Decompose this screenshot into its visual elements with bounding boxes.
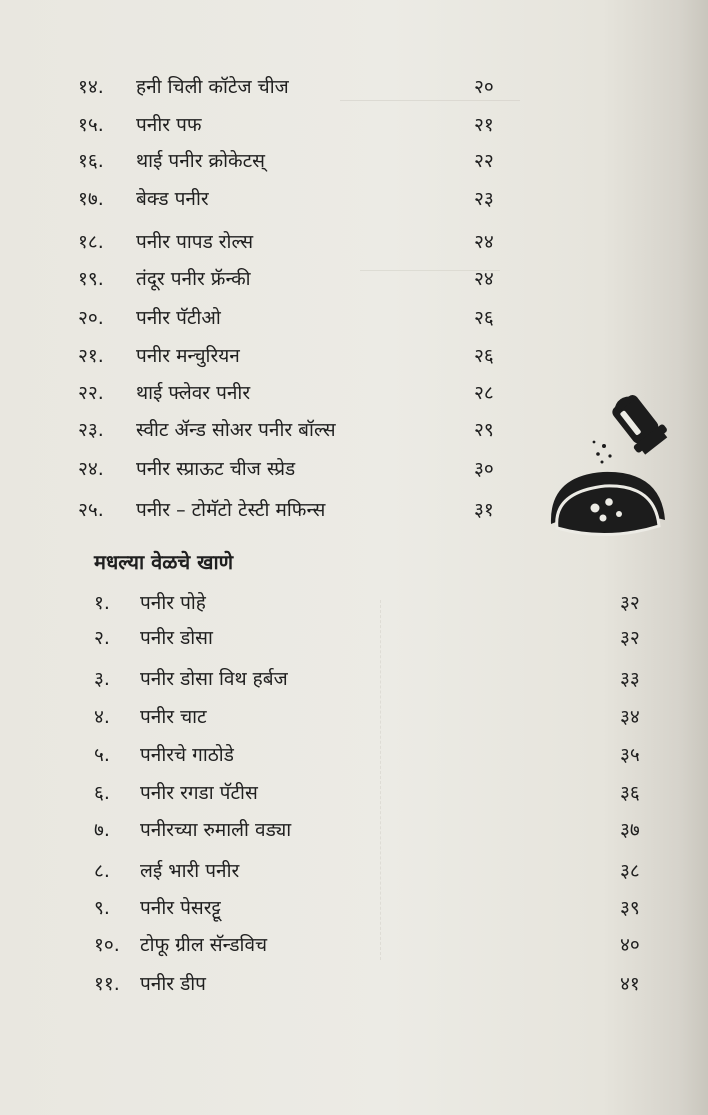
- taco-icon: [543, 462, 671, 550]
- toc-row[interactable]: [94, 778, 654, 808]
- item-page: ४०: [620, 934, 640, 956]
- item-title: स्वीट ॲन्ड सोअर पनीर बॉल्स: [136, 419, 336, 441]
- item-number: १४.: [78, 76, 104, 98]
- item-title: पनीर चाट: [140, 706, 207, 728]
- item-number: ७.: [94, 819, 110, 841]
- toc-row[interactable]: [78, 184, 508, 214]
- toc-row[interactable]: [94, 588, 654, 618]
- toc-row[interactable]: [78, 72, 508, 102]
- item-page: २९: [474, 419, 494, 441]
- item-page: ३३: [620, 668, 640, 690]
- item-page: ३२: [620, 627, 640, 649]
- item-title: पनीर डोसा: [140, 627, 213, 649]
- item-number: २३.: [78, 419, 104, 441]
- item-page: ३०: [474, 458, 494, 480]
- item-page: २६: [474, 345, 494, 367]
- toc-row[interactable]: [78, 495, 508, 525]
- item-number: १५.: [78, 114, 104, 136]
- toc-row[interactable]: [94, 664, 654, 694]
- item-title: हनी चिली कॉटेज चीज: [136, 76, 289, 98]
- item-page: ३२: [620, 592, 640, 614]
- item-title: लई भारी पनीर: [140, 860, 240, 882]
- item-number: ६.: [94, 782, 110, 804]
- item-title: टोफू ग्रील सॅन्डविच: [140, 934, 268, 956]
- item-title: पनीर पोहे: [140, 592, 206, 614]
- item-number: २०.: [78, 307, 104, 329]
- toc-row[interactable]: [94, 815, 654, 845]
- item-page: २१: [474, 114, 494, 136]
- toc-row[interactable]: [94, 969, 654, 999]
- toc-row[interactable]: [94, 623, 654, 653]
- item-number: २५.: [78, 499, 104, 521]
- item-page: २६: [474, 307, 494, 329]
- item-title: पनीर डोसा विथ हर्बज: [140, 668, 288, 690]
- toc-row[interactable]: [78, 378, 508, 408]
- item-page: ३९: [620, 897, 640, 919]
- item-number: १०.: [94, 934, 120, 956]
- item-number: ५.: [94, 744, 110, 766]
- section-heading: मधल्या वेळचे खाणे: [94, 550, 234, 574]
- item-number: १.: [94, 592, 110, 614]
- item-number: २२.: [78, 382, 104, 404]
- toc-row[interactable]: [78, 227, 508, 257]
- toc-row[interactable]: [94, 930, 654, 960]
- item-page: २४: [474, 268, 494, 290]
- salt-shaker-icon: [590, 384, 682, 466]
- item-number: १७.: [78, 188, 104, 210]
- item-number: ३.: [94, 668, 110, 690]
- item-number: ८.: [94, 860, 110, 882]
- item-title: पनीर स्प्राऊट चीज स्प्रेड: [136, 458, 296, 480]
- item-page: ४१: [620, 973, 640, 995]
- toc-row[interactable]: [78, 146, 508, 176]
- toc-row[interactable]: [78, 454, 508, 484]
- item-page: ३४: [620, 706, 640, 728]
- item-page: ३७: [620, 819, 640, 841]
- item-number: २१.: [78, 345, 104, 367]
- item-title: पनीरचे गाठोडे: [140, 744, 234, 766]
- item-title: पनीर पापड रोल्स: [136, 231, 254, 253]
- item-number: १९.: [78, 268, 104, 290]
- item-number: ९.: [94, 897, 110, 919]
- item-title: पनीर पॅटीओ: [136, 307, 221, 329]
- item-page: ३८: [620, 860, 640, 882]
- item-number: २.: [94, 627, 110, 649]
- toc-row[interactable]: [94, 893, 654, 923]
- toc-row[interactable]: [94, 856, 654, 886]
- item-page: २३: [474, 188, 494, 210]
- toc-row[interactable]: [78, 303, 508, 333]
- item-page: २०: [474, 76, 494, 98]
- item-page: २८: [474, 382, 494, 404]
- item-page: ३५: [620, 744, 640, 766]
- item-title: बेक्ड पनीर: [136, 188, 209, 210]
- item-title: पनीर पफ: [136, 114, 202, 136]
- item-page: ३१: [474, 499, 494, 521]
- toc-row[interactable]: [94, 740, 654, 770]
- item-title: पनीर – टोमॅटो टेस्टी मफिन्स: [136, 499, 326, 521]
- item-number: १८.: [78, 231, 104, 253]
- item-page: २४: [474, 231, 494, 253]
- item-title: पनीरच्या रुमाली वड्या: [140, 819, 292, 841]
- toc-row[interactable]: [94, 702, 654, 732]
- item-number: ११.: [94, 973, 120, 995]
- toc-row[interactable]: [78, 264, 508, 294]
- item-number: २४.: [78, 458, 104, 480]
- item-title: पनीर डीप: [140, 973, 206, 995]
- item-page: ३६: [620, 782, 640, 804]
- item-title: पनीर रगडा पॅटीस: [140, 782, 258, 804]
- item-title: थाई पनीर क्रोकेटस्: [136, 150, 266, 172]
- toc-row[interactable]: [78, 110, 508, 140]
- toc-row[interactable]: [78, 341, 508, 371]
- item-page: २२: [474, 150, 494, 172]
- item-title: थाई फ्लेवर पनीर: [136, 382, 251, 404]
- item-title: पनीर मन्चुरियन: [136, 345, 240, 367]
- item-title: पनीर पेसरट्टू: [140, 897, 221, 919]
- item-title: तंदूर पनीर फ्रॅन्की: [136, 268, 251, 290]
- item-number: १६.: [78, 150, 104, 172]
- toc-row[interactable]: [78, 415, 508, 445]
- item-number: ४.: [94, 706, 110, 728]
